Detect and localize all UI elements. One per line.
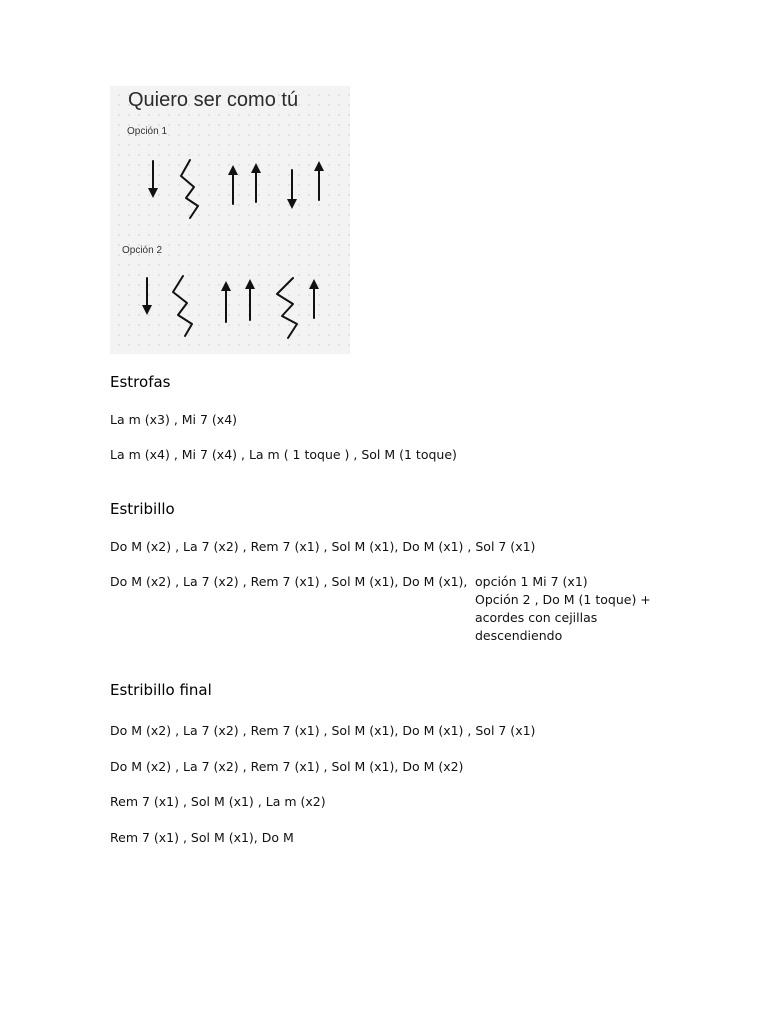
- heading-estribillo-final: Estribillo final: [110, 681, 212, 699]
- heading-estribillo: Estribillo: [110, 500, 175, 518]
- chord-line: Do M (x2) , La 7 (x2) , Rem 7 (x1) , Sol M (x1), Do M (x2): [110, 759, 464, 774]
- chord-line: La m (x4) , Mi 7 (x4) , La m ( 1 toque ) , Sol M (1 toque): [110, 447, 457, 462]
- zigzag-strum-icon: [181, 160, 198, 218]
- strum-arrows: [110, 86, 350, 354]
- note-line: descendiendo: [475, 628, 563, 643]
- estribillo-options-note: [475, 573, 675, 645]
- chord-line: La m (x3) , Mi 7 (x4): [110, 412, 238, 427]
- note-line: Opción 2 , Do M (1 toque) +: [475, 592, 651, 607]
- chord-line: Do M (x2) , La 7 (x2) , Rem 7 (x1) , Sol M (x1), Do M (x1) , Sol 7 (x1): [110, 539, 536, 554]
- chord-line: Do M (x2) , La 7 (x2) , Rem 7 (x1) , Sol M (x1), Do M (x1),: [110, 574, 468, 589]
- heading-estrofas: Estrofas: [110, 373, 171, 391]
- note-line: opción 1 Mi 7 (x1): [475, 574, 588, 589]
- chord-line: Do M (x2) , La 7 (x2) , Rem 7 (x1) , Sol M (x1), Do M (x1) , Sol 7 (x1): [110, 723, 536, 738]
- chord-line: Rem 7 (x1) , Sol M (x1), Do M: [110, 830, 294, 845]
- zigzag-strum-icon: [173, 276, 192, 336]
- figure-title: Quiero ser como tú: [128, 89, 299, 111]
- strumming-pattern-image: [110, 86, 350, 354]
- option-1-label: Opción 1: [127, 126, 168, 137]
- note-line: acordes con cejillas: [475, 610, 598, 625]
- option-2-label: Opción 2: [122, 245, 163, 256]
- zigzag-strum-icon: [277, 278, 297, 338]
- chord-line: Rem 7 (x1) , Sol M (x1) , La m (x2): [110, 794, 326, 809]
